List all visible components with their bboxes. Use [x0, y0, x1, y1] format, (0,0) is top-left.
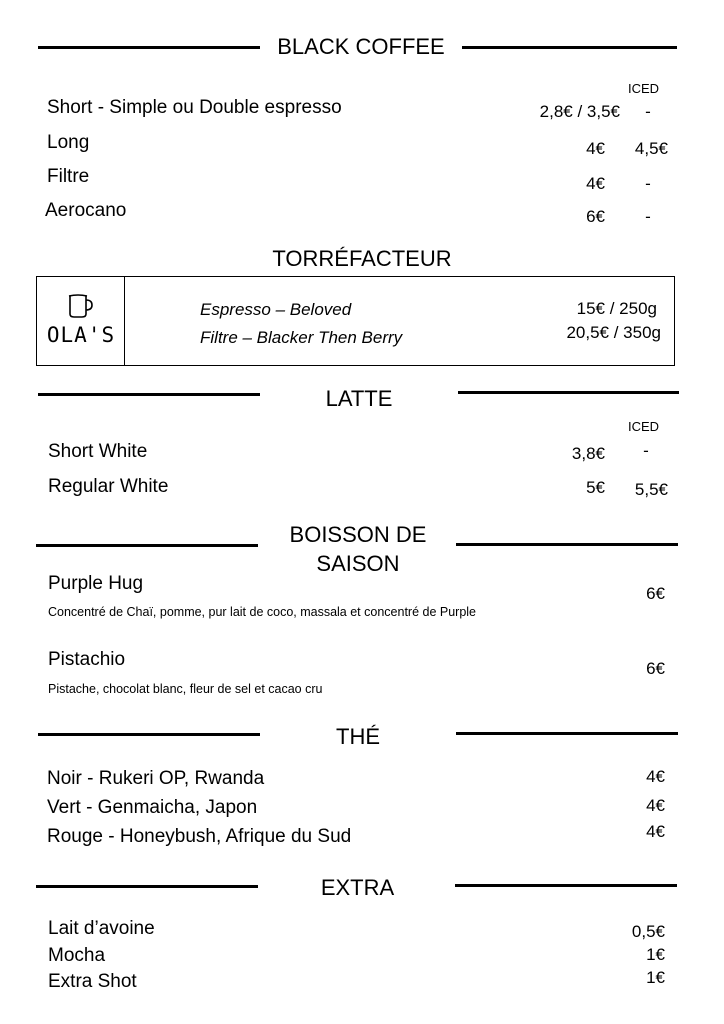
section-title-black-coffee: BLACK COFFEE — [277, 34, 445, 59]
menu-item-iced-price: - — [643, 441, 649, 460]
section-title-seasonal-line2: SAISON — [316, 551, 400, 576]
section-rule-left — [38, 733, 260, 736]
menu-item-name: Pistachio — [48, 649, 126, 670]
menu-item-price: 4€ — [646, 822, 665, 841]
menu-item-name: Long — [47, 132, 90, 153]
menu-item-price: 1€ — [646, 945, 665, 964]
menu-item-price: 1€ — [646, 968, 665, 987]
menu-item-name: Short - Simple ou Double espresso — [47, 97, 342, 118]
iced-column-label: ICED — [628, 419, 660, 434]
menu-item-name: Extra Shot — [48, 971, 137, 992]
menu-item-price: 4€ — [586, 174, 605, 193]
section-rule-right — [462, 46, 677, 49]
section-rule-right — [458, 391, 679, 394]
menu-item-price: 6€ — [586, 207, 605, 226]
section-title-tea: THÉ — [336, 724, 380, 749]
menu-item-name: Rouge - Honeybush, Afrique du Sud — [47, 826, 352, 847]
roaster-item-price: 20,5€ / 350g — [566, 323, 661, 342]
menu-item-description: Concentré de Chaï, pomme, pur lait de coco, massala et concentré de Purple — [48, 605, 477, 619]
iced-column-label: ICED — [628, 81, 660, 96]
menu-item-iced-price: 4,5€ — [634, 139, 668, 158]
menu-item-price: 0,5€ — [631, 922, 665, 941]
menu-item-iced-price: - — [645, 102, 651, 121]
section-rule-left — [38, 393, 260, 396]
menu-item-price: 5€ — [586, 478, 605, 497]
menu-item-price: 2,8€ / 3,5€ — [539, 102, 620, 121]
section-rule-right — [456, 543, 678, 546]
menu-item-price: 6€ — [646, 584, 665, 603]
coffee-mug-icon — [65, 290, 95, 320]
section-title-roaster: TORRÉFACTEUR — [272, 246, 452, 271]
menu-item-name: Purple Hug — [48, 573, 144, 594]
menu-item-name: Noir - Rukeri OP, Rwanda — [47, 768, 265, 789]
roaster-box — [36, 276, 675, 366]
menu-item-name: Short White — [48, 441, 148, 462]
section-rule-right — [455, 884, 677, 887]
section-title-latte: LATTE — [325, 386, 393, 411]
menu-item-price: 4€ — [646, 767, 665, 786]
menu-item-name: Mocha — [48, 945, 106, 966]
section-title-seasonal: BOISSON DE — [289, 522, 427, 547]
menu-item-name: Regular White — [48, 476, 169, 497]
section-rule-left — [36, 885, 258, 888]
menu-item-iced-price: 5,5€ — [634, 480, 668, 499]
menu-item-price: 4€ — [586, 139, 605, 158]
roaster-item-name: Espresso – Beloved — [200, 300, 352, 319]
section-rule-left — [36, 544, 258, 547]
menu-item-name: Filtre — [47, 166, 90, 187]
menu-item-description: Pistache, chocolat blanc, fleur de sel et cacao cru — [48, 682, 323, 696]
roaster-item-name: Filtre – Blacker Then Berry — [200, 328, 403, 347]
section-title-extra: EXTRA — [320, 875, 395, 900]
menu-item-price: 4€ — [646, 796, 665, 815]
menu-item-name: Aerocano — [45, 200, 127, 221]
section-rule-right — [456, 732, 678, 735]
roaster-logo-text: OLA'S — [46, 323, 116, 347]
menu-item-price: 6€ — [646, 659, 665, 678]
menu-item-price: 3,8€ — [571, 444, 605, 463]
menu-item-name: Lait d’avoine — [48, 918, 155, 939]
menu-item-name: Vert - Genmaicha, Japon — [47, 797, 258, 818]
section-rule-left — [38, 46, 260, 49]
roaster-item-price: 15€ / 250g — [576, 299, 657, 318]
menu-item-iced-price: - — [645, 174, 651, 193]
roaster-logo — [37, 277, 125, 365]
menu-item-iced-price: - — [645, 207, 651, 226]
